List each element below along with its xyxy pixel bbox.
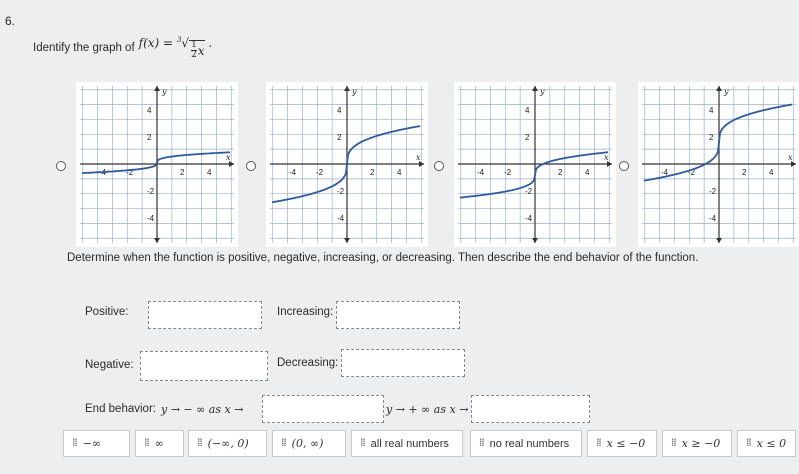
x-tick-label: -2 <box>504 168 512 177</box>
choice-label: (0, ∞) <box>291 437 324 450</box>
choice-all-real-numbers[interactable] <box>351 430 463 457</box>
choice-no-real-numbers[interactable] <box>470 430 582 457</box>
drag-handle-icon: ⁞⁞ <box>281 438 286 449</box>
y-tick-label: -4 <box>709 214 717 223</box>
choice-x-le-neg-zero[interactable] <box>587 430 657 457</box>
x-tick-label: -4 <box>477 168 485 177</box>
instructions-text: Determine when the function is positive, negative, increasing, or decreasing. Then describe the end behavior of the function. <box>67 252 699 264</box>
decreasing-label: Decreasing: <box>277 357 339 369</box>
graph-d-plot <box>638 82 799 247</box>
y-tick-label: -4 <box>337 214 345 223</box>
choice-label: −∞ <box>82 437 102 450</box>
x-tick-label: -2 <box>126 168 134 177</box>
y-tick-label: 4 <box>525 106 530 115</box>
choice-label: x ≥ −0 <box>681 437 721 450</box>
drag-handle-icon: ⁞⁞ <box>360 438 365 449</box>
y-tick-label: -4 <box>525 214 533 223</box>
choice-infinity[interactable] <box>135 430 184 457</box>
y-tick-label: -2 <box>147 187 155 196</box>
increasing-label: Increasing: <box>277 306 334 318</box>
formula-lhs: f(x) = <box>138 36 174 50</box>
x-tick-label: 2 <box>370 168 375 177</box>
choice-neg-infinity[interactable] <box>63 430 130 457</box>
x-tick-label: 4 <box>207 168 212 177</box>
x-tick-label: 4 <box>397 168 402 177</box>
drag-handle-icon: ⁞⁞ <box>746 438 751 449</box>
choice-label: no real numbers <box>489 437 570 450</box>
x-tick-label: 4 <box>585 168 590 177</box>
drag-handle-icon: ⁞⁞ <box>197 438 202 449</box>
y-tick-label: -2 <box>337 187 345 196</box>
x-axis-label: x <box>788 153 793 162</box>
y-tick-label: 2 <box>525 133 530 142</box>
graph-c-plot <box>454 82 616 247</box>
graph-b-plot <box>266 82 428 247</box>
graph-d-radio[interactable] <box>619 161 629 171</box>
y-axis-label: y <box>162 87 167 96</box>
x-tick-label: 2 <box>742 168 747 177</box>
drag-handle-icon: ⁞⁞ <box>144 438 149 449</box>
graph-c[interactable] <box>454 82 616 247</box>
y-tick-label: 4 <box>709 106 714 115</box>
y-tick-label: 4 <box>337 106 342 115</box>
graph-b[interactable] <box>266 82 428 247</box>
formula-variable: x <box>197 43 205 58</box>
question-number: 6. <box>5 14 16 28</box>
x-tick-label: 2 <box>558 168 563 177</box>
prompt-text: Identify the graph of <box>33 42 135 54</box>
choice-x-le-zero[interactable] <box>737 430 796 457</box>
y-tick-label: -2 <box>525 187 533 196</box>
x-tick-label: -4 <box>99 168 107 177</box>
y-tick-label: 4 <box>147 106 152 115</box>
negative-label: Negative: <box>85 359 134 371</box>
x-axis-label: x <box>416 153 421 162</box>
choice-label: x ≤ −0 <box>606 437 646 450</box>
negative-answer-box[interactable] <box>140 351 268 381</box>
choice-label: (−∞, 0) <box>207 437 249 450</box>
choice-label: ∞ <box>154 437 164 450</box>
choice-label: all real numbers <box>370 437 449 450</box>
x-axis-label: x <box>604 153 609 162</box>
drag-handle-icon: ⁞⁞ <box>72 438 77 449</box>
y-axis-label: y <box>724 87 729 96</box>
x-tick-label: -4 <box>289 168 297 177</box>
x-tick-label: 4 <box>769 168 774 177</box>
graph-b-radio[interactable] <box>246 161 256 171</box>
drag-handle-icon: ⁞⁞ <box>596 438 601 449</box>
y-tick-label: -2 <box>709 187 717 196</box>
end-behavior-expr-2: y → + ∞ as x → <box>386 403 469 416</box>
choice-neg-inf-to-zero[interactable] <box>188 430 267 457</box>
increasing-answer-box[interactable] <box>336 301 460 329</box>
graph-a-plot <box>76 82 238 247</box>
choice-zero-to-inf[interactable] <box>272 430 346 457</box>
positive-answer-box[interactable] <box>148 301 262 329</box>
choice-label: x ≤ 0 <box>756 437 787 450</box>
choice-x-ge-neg-zero[interactable] <box>662 430 732 457</box>
end-behavior-expr-1: y → − ∞ as x → <box>161 403 244 416</box>
x-tick-label: -2 <box>688 168 696 177</box>
graph-a[interactable] <box>76 82 238 247</box>
graph-c-radio[interactable] <box>434 161 444 171</box>
root-index: 3 <box>176 36 182 44</box>
drag-handle-icon: ⁞⁞ <box>671 438 676 449</box>
graph-d[interactable] <box>638 82 799 247</box>
x-tick-label: -4 <box>661 168 669 177</box>
formula-period: . <box>208 36 213 50</box>
decreasing-answer-box[interactable] <box>341 349 465 377</box>
fraction-denominator: 2 <box>191 50 197 60</box>
y-tick-label: -4 <box>147 214 155 223</box>
function-formula: f(x) = $^3$√ $\frac{1}{2}$ x . <box>138 36 213 60</box>
end-behavior-answer-1[interactable] <box>262 395 384 423</box>
y-axis-label: y <box>352 87 357 96</box>
fraction-numerator: 1 <box>191 40 197 50</box>
y-tick-label: 2 <box>337 133 342 142</box>
x-axis-label: x <box>226 153 231 162</box>
y-axis-label: y <box>540 87 545 96</box>
drag-handle-icon: ⁞⁞ <box>479 438 484 449</box>
positive-label: Positive: <box>85 306 129 318</box>
end-behavior-label: End behavior: <box>85 403 156 415</box>
graph-a-radio[interactable] <box>56 161 66 171</box>
question-prompt <box>33 36 212 60</box>
end-behavior-answer-2[interactable] <box>471 395 590 423</box>
x-tick-label: 2 <box>180 168 185 177</box>
y-tick-label: 2 <box>709 133 714 142</box>
y-tick-label: 2 <box>147 133 152 142</box>
x-tick-label: -2 <box>316 168 324 177</box>
